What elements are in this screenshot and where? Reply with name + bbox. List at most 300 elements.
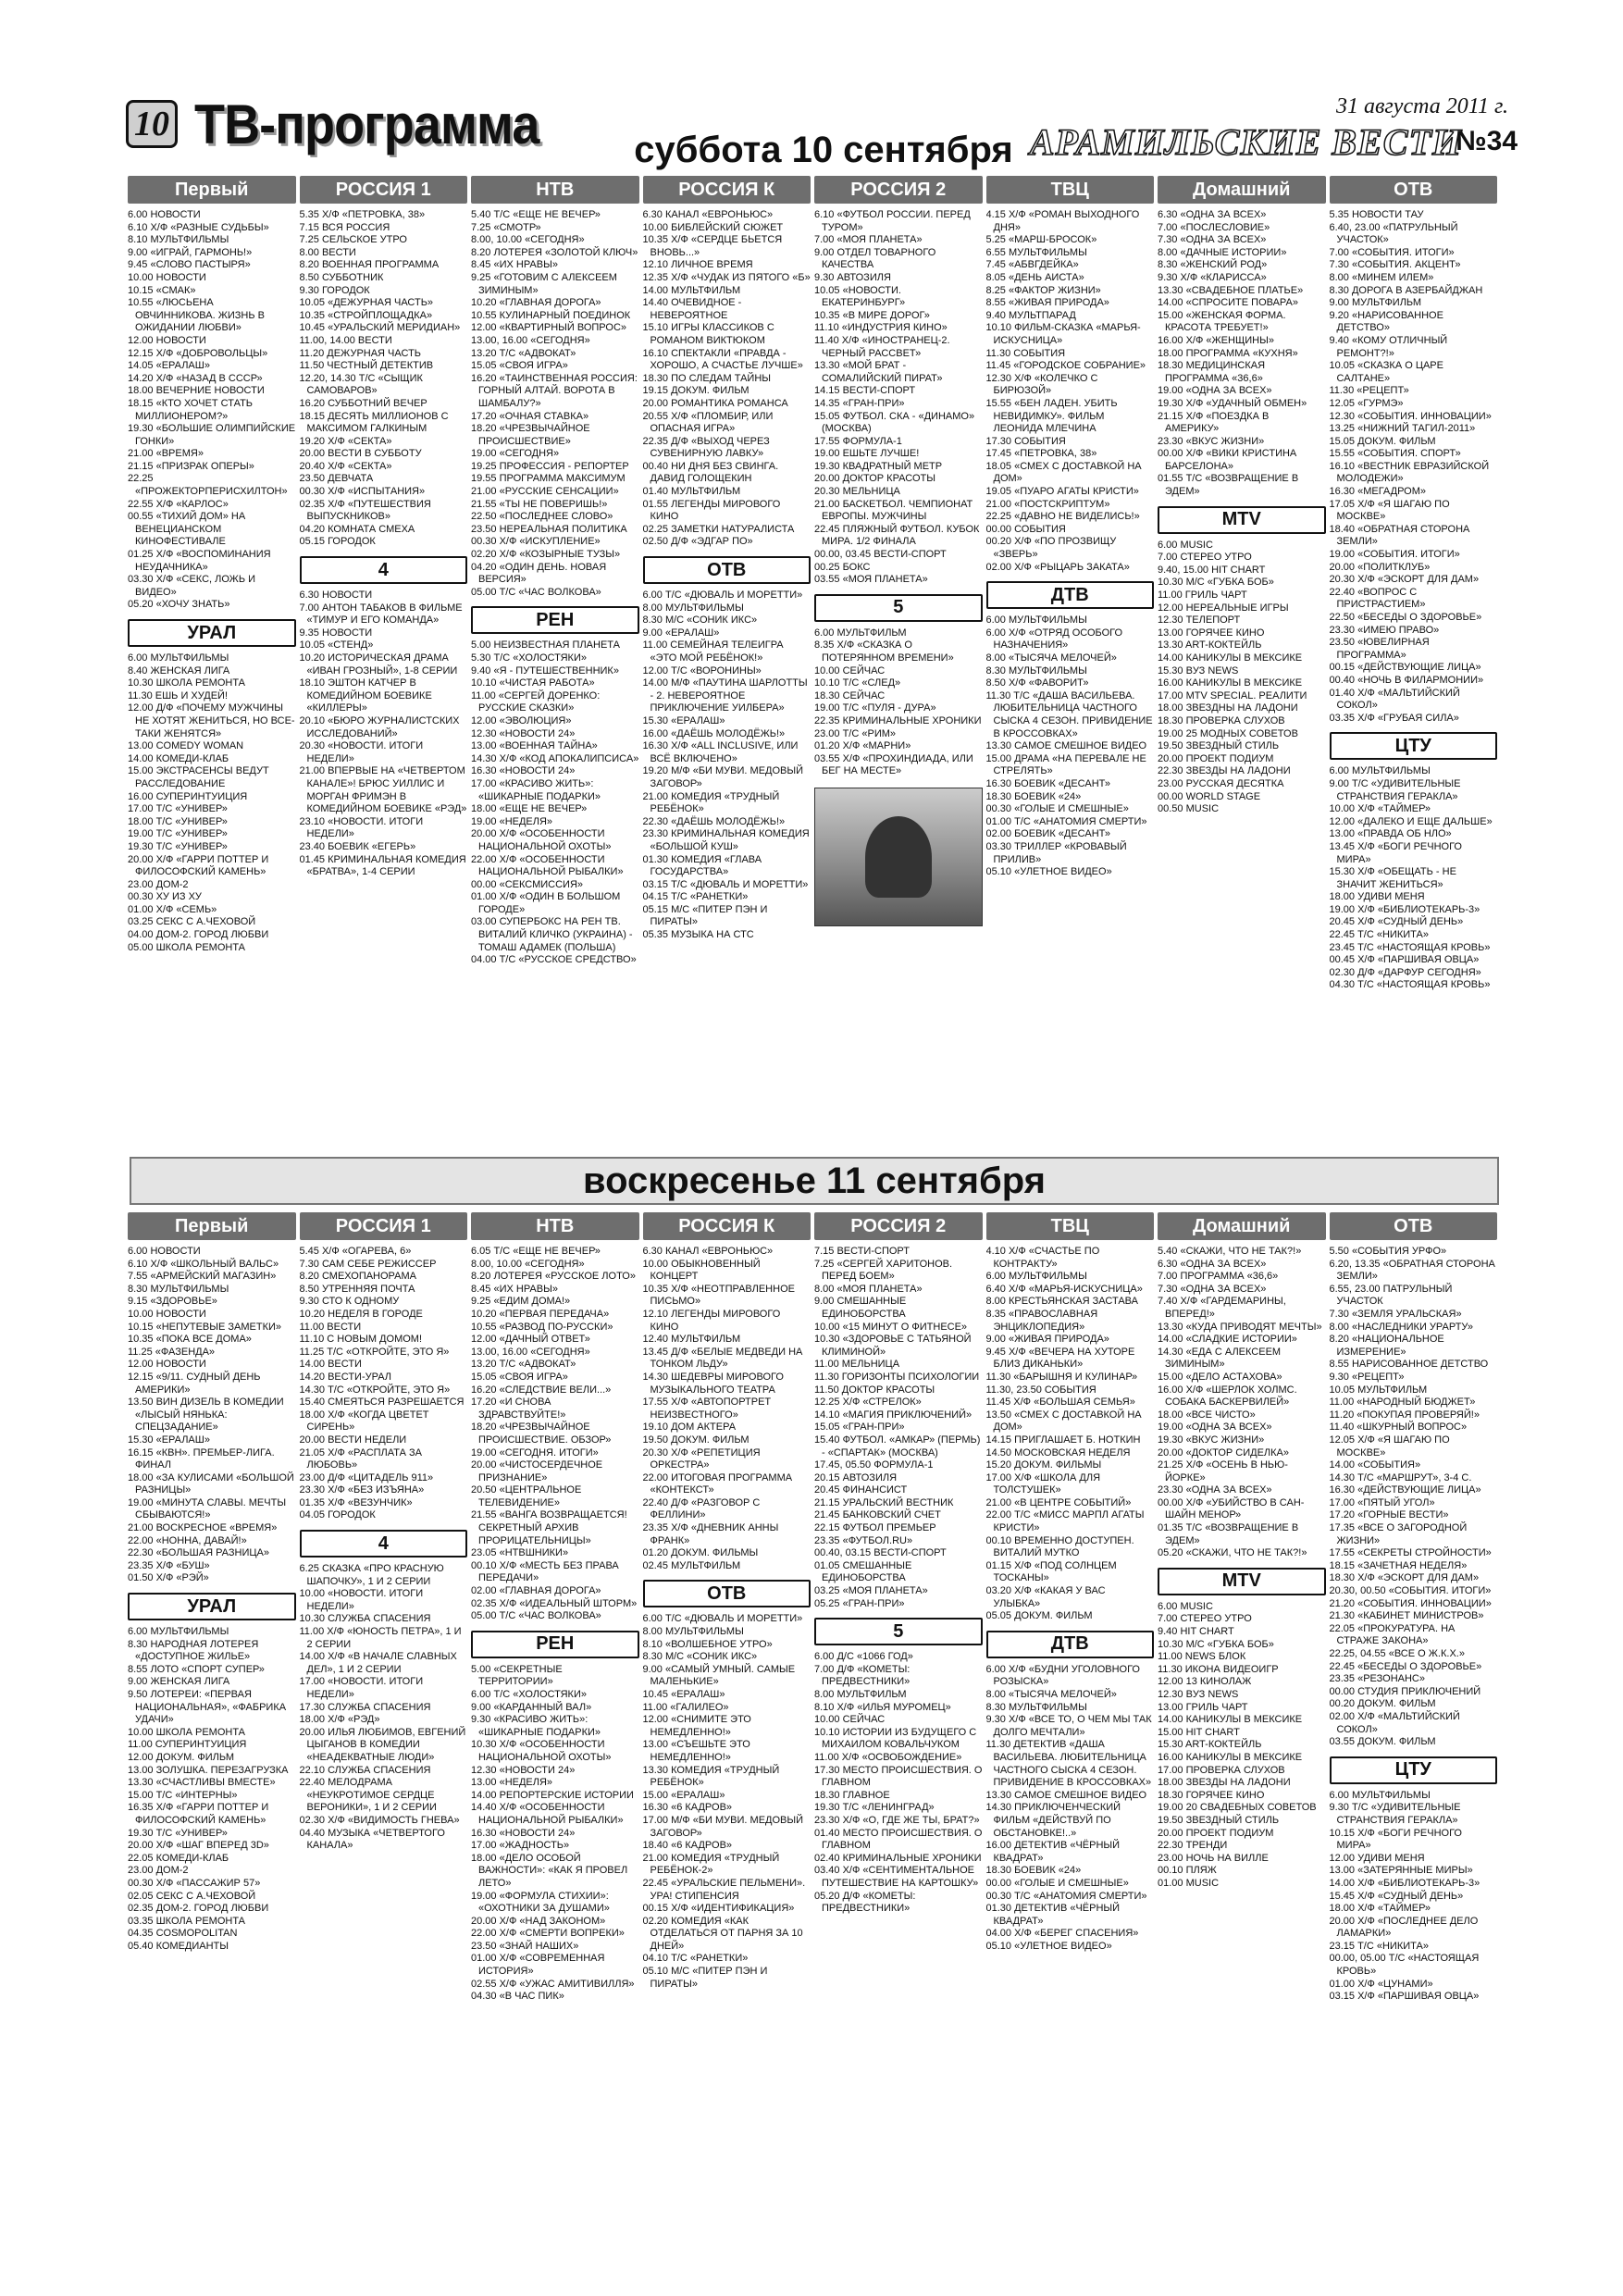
program-item: 11.20 «ПОКУПАЯ ПРОВЕРЯЙ!» <box>1329 1409 1480 1421</box>
program-item: 14.30 ПРИКЛЮЧЕНЧЕСКИЙ ФИЛЬМ «ДЕЙСТВУЙ ПО ОБСТАНОВКЕ!..» <box>985 1802 1121 1839</box>
program-item: 19.00 «НЕДЕЛЯ» <box>471 815 553 827</box>
channel-header: РЕН <box>471 606 639 634</box>
program-item: 03.00 СУПЕРБОКС НА РЕН ТВ. ВИТАЛИЙ КЛИЧКО (УКРАИНА) - ТОМАШ АДАМЕК (ПОЛЬША) <box>471 916 633 953</box>
program-item: 10.30 СЛУЖБА СПАСЕНИЯ <box>299 1613 431 1625</box>
program-item: 15.10 ИГРЫ КЛАССИКОВ С РОМАНОМ ВИКТЮКОМ <box>642 322 774 346</box>
program-item: 11.40 Х/Ф «ИНОСТРАНЕЦ-2. ЧЕРНЫЙ РАССВЕТ» <box>814 334 950 359</box>
program-item: 12.00 «ДАЧНЫЙ ОТВЕТ» <box>471 1334 590 1346</box>
program-item: 20.30 Х/Ф «ЭСКОРТ ДЛЯ ДАМ» <box>1329 574 1480 586</box>
program-item: 9.40 «КОМУ ОТЛИЧНЫЙ РЕМОНТ?!» <box>1329 334 1448 359</box>
program-item: 01.45 КРИМИНАЛЬНАЯ КОМЕДИЯ «БРАТВА», 1-4 СЕРИИ <box>299 853 466 878</box>
program-item: 5.00 НЕИЗВЕСТНАЯ ПЛАНЕТА <box>471 639 620 652</box>
program-item: 01.00 MUSIC <box>1158 1877 1220 1889</box>
program-item: 21.20 «СОБЫТИЯ. ИННОВАЦИИ» <box>1329 1597 1492 1609</box>
program-item: 6.00 Т/С «ХОЛОСТЯКИ» <box>471 1689 587 1700</box>
program-item: 02.00 Х/Ф «РЫЦАРЬ ЗАКАТА» <box>985 561 1130 573</box>
program-item: 20.00 ПРОЕКТ ПОДИУМ <box>1158 752 1274 764</box>
day-title-sunday: воскресенье 11 сентября <box>583 1160 1046 1201</box>
channel-header: MTV <box>1158 1568 1326 1595</box>
program-item: 03.20 Х/Ф «КАКАЯ У ВАС УЛЫБКА» <box>985 1585 1106 1609</box>
program-item: 8.00 «МОЯ ПЛАНЕТА» <box>814 1283 923 1295</box>
program-item: 23.00 Т/С «РИМ» <box>814 727 896 739</box>
program-list <box>1158 1246 1326 1560</box>
program-item: 03.25 «МОЯ ПЛАНЕТА» <box>814 1585 928 1597</box>
program-item: 10.00 БИБЛЕЙСКИЙ СЮЖЕТ <box>642 221 784 233</box>
program-item: 8.35 «ПРАВОСЛАВНАЯ ЭНЦИКЛОПЕДИЯ» <box>985 1308 1098 1333</box>
program-item: 12.05 «ГУРМЭ» <box>1329 397 1404 409</box>
program-item: 10.35 «ПОКА ВСЕ ДОМА» <box>128 1334 252 1346</box>
program-item: 02.35 ДОМ-2. ГОРОД ЛЮБВИ <box>128 1903 269 1915</box>
program-item: 17.55 Х/Ф «АВТОПОРТРЕТ НЕИЗВЕСТНОГО» <box>642 1396 772 1421</box>
channel-column <box>1158 176 1326 1148</box>
program-item: 10.45 «УРАЛЬСКИЙ МЕРИДИАН» <box>299 322 461 334</box>
channel-header: ОТВ <box>1330 176 1498 204</box>
schedule-sunday <box>128 1212 1497 2277</box>
channel-column <box>643 176 812 1148</box>
program-item: 11.00 ГРИЛЬ ЧАРТ <box>1158 590 1247 602</box>
program-item: 14.00 Х/Ф «БИБЛИОТЕКАРЬ-3» <box>1329 1877 1481 1889</box>
program-item: 17.00 Т/С «УНИВЕР» <box>128 803 228 815</box>
program-item: 20.00 «ДОКТОР СИДЕЛКА» <box>1158 1446 1290 1458</box>
program-item: 6.10 «ФУТБОЛ РОССИИ. ПЕРЕД ТУРОМ» <box>814 209 971 233</box>
program-item: 12.30 Х/Ф «КОЛЕЧКО С БИРЮЗОЙ» <box>985 372 1098 397</box>
program-item: 14.40 Х/Ф «ОСОБЕННОСТИ НАЦИОНАЛЬНОЙ РЫБАЛКИ» <box>471 1802 624 1826</box>
program-item: 14.00 МУЛЬТФИЛЬМ <box>642 284 741 296</box>
program-item: 8.00 «ДАЧНЫЕ ИСТОРИИ» <box>1158 246 1287 258</box>
program-item: 01.00 Х/Ф «СОВРЕМЕННАЯ ИСТОРИЯ» <box>471 1953 605 1978</box>
program-item: 20.00 Х/Ф «ГАРРИ ПОТТЕР И ФИЛОСОФСКИЙ КАМЕНЬ» <box>128 853 269 878</box>
program-item: 00.50 MUSIC <box>1158 803 1220 815</box>
program-item: 15.00 Т/С «ИНТЕРНЫ» <box>128 1789 238 1801</box>
channel-header: MTV <box>1158 506 1326 534</box>
program-item: 18.30 ГОРЯЧЕЕ КИНО <box>1158 1789 1265 1801</box>
program-item: 7.15 ВЕСТИ-СПОРТ <box>814 1246 910 1257</box>
program-item: 02.00 БОЕВИК «ДЕСАНТ» <box>985 828 1111 840</box>
program-item: 15.00 «ЕРАЛАШ» <box>642 1789 725 1801</box>
program-item: 14.30 «ЕДА С АЛЕКСЕЕМ ЗИМИНЫМ» <box>1158 1346 1282 1371</box>
program-list <box>1158 1601 1326 1891</box>
program-item: 03.30 ТРИЛЛЕР «КРОВАВЫЙ ПРИЛИВ» <box>985 840 1127 865</box>
program-item: 6.00 Т/С «ДЮВАЛЬ И МОРЕТТИ» <box>642 1613 803 1625</box>
program-item: 12.35 Х/Ф «ЧУДАК ИЗ ПЯТОГО «Б» <box>642 271 811 283</box>
program-list <box>1330 765 1498 992</box>
program-item: 17.30 СЛУЖБА СПАСЕНИЯ <box>299 1701 431 1713</box>
program-item: 16.10 «ВЕСТНИК ЕВРАЗИЙСКОЙ МОЛОДЕЖИ» <box>1329 460 1490 485</box>
program-item: 15.40 СМЕЯТЬСЯ РАЗРЕШАЕТСЯ <box>299 1396 465 1409</box>
program-item: 6.00 MUSIC <box>1158 1600 1213 1612</box>
program-item: 13.00, 16.00 «СЕГОДНЯ» <box>471 1346 590 1358</box>
program-item: 17.00 М/Ф «БИ МУВИ. МЕДОВЫЙ ЗАГОВОР» <box>642 1814 804 1839</box>
program-item: 6.10 Х/Ф «ШКОЛЬНЫЙ ВАЛЬС» <box>128 1258 279 1270</box>
program-item: 10.00 СЕЙЧАС <box>814 664 886 676</box>
channel-header: УРАЛ <box>128 619 296 647</box>
program-item: 12.25 Х/Ф «СТРЕЛОК» <box>814 1396 922 1409</box>
program-item: 11.10 «ИНДУСТРИЯ КИНО» <box>814 322 948 334</box>
program-item: 17.00 MTV SPECIAL. РЕАЛИТИ <box>1158 689 1307 701</box>
program-item: 13.30 КОМЕДИЯ «ТРУДНЫЙ РЕБЁНОК» <box>642 1764 780 1789</box>
program-item: 9.30 «КРАСИВО ЖИТЬ»: «ШИКАРНЫЕ ПОДАРКИ» <box>471 1714 601 1738</box>
program-list <box>643 209 812 549</box>
program-item: 9.00 «КАРДАННЫЙ ВАЛ» <box>471 1701 592 1713</box>
program-item: 23.35 Х/Ф «ДНЕВНИК АННЫ ФРАНК» <box>642 1522 779 1546</box>
program-item: 12.00 НОВОСТИ <box>128 1359 206 1371</box>
program-item: 16.00 Х/Ф «ЖЕНЩИНЫ» <box>1158 334 1274 346</box>
program-item: 18.30 БОЕВИК «24» <box>985 790 1082 802</box>
program-item: 10.20 «ПЕРВАЯ ПЕРЕДАЧА» <box>471 1308 610 1320</box>
program-item: 12.00 Д/Ф «ПОЧЕМУ МУЖЧИНЫ НЕ ХОТЯТ ЖЕНИТЬСЯ, НО ВСЕ-ТАКИ ЖЕНЯТСЯ» <box>128 702 295 739</box>
program-item: 9.00 «ЕРАЛАШ» <box>642 627 720 639</box>
program-item: 23.35 «ФУТБОЛ.RU» <box>814 1534 913 1546</box>
program-item: 5.30 Т/С «ХОЛОСТЯКИ» <box>471 652 587 664</box>
program-item: 14.00 Х/Ф «В НАЧАЛЕ СЛАВНЫХ ДЕЛ», 1 И 2 СЕРИИ <box>299 1651 457 1675</box>
program-item: 8.45 «ИХ НРАВЫ» <box>471 1283 558 1295</box>
program-item: 23.30 Х/Ф «О, ГДЕ ЖЕ ТЫ, БРАТ?» <box>814 1814 980 1826</box>
program-list <box>814 209 983 587</box>
program-item: 22.00 ИТОГОВАЯ ПРОГРАММА «КОНТЕКСТ» <box>642 1471 793 1496</box>
movie-still-photo <box>814 788 983 926</box>
program-list <box>986 1246 1155 1623</box>
program-item: 01.40 МУЛЬТФИЛЬМ <box>642 486 741 498</box>
program-item: 9.25 «ГОТОВИМ С АЛЕКСЕЕМ ЗИМИНЫМ» <box>471 271 617 296</box>
program-item: 22.25, 04.55 «ВСЕ О Ж.К.Х.» <box>1329 1648 1465 1659</box>
program-item: 13.00 «НЕДЕЛЯ» <box>471 1777 553 1789</box>
program-item: 22.05 КОМЕДИ-КЛАБ <box>128 1852 229 1864</box>
program-item: 9.00 ЖЕНСКАЯ ЛИГА <box>128 1676 230 1688</box>
program-list <box>300 1246 468 1522</box>
program-item: 10.20 «ГЛАВНАЯ ДОРОГА» <box>471 297 601 309</box>
program-item: 9.20 «НАРИСОВАННОЕ ДЕТСТВО» <box>1329 309 1443 334</box>
program-item: 10.00 ОБЫКНОВЕННЫЙ КОНЦЕРТ <box>642 1258 761 1283</box>
program-list <box>300 590 468 879</box>
program-item: 23.00 ДОМ-2 <box>128 1865 189 1877</box>
program-item: 16.30 «6 КАДРОВ» <box>642 1802 733 1814</box>
program-item: 17.20 «И СНОВА ЗДРАВСТВУЙТЕ!» <box>471 1396 566 1421</box>
channel-header: РОССИЯ 2 <box>814 1212 983 1240</box>
program-item: 19.00 «ФОРМУЛА СТИХИИ»: «ОХОТНИКИ ЗА ДУШАМИ» <box>471 1890 610 1915</box>
program-item: 22.00 Т/С «МИСС МАРПЛ АГАТЫ КРИСТИ» <box>985 1509 1145 1534</box>
program-item: 00.00, 03.45 ВЕСТИ-СПОРТ <box>814 549 947 561</box>
program-item: 18.30 ПО СЛЕДАМ ТАЙНЫ <box>642 372 772 384</box>
program-item: 16.00 «ДАЁШЬ МОЛОДЁЖЬ!» <box>642 727 786 739</box>
program-item: 23.50 «ЗНАЙ НАШИХ» <box>471 1940 579 1952</box>
program-item: 05.20 «ХОЧУ ЗНАТЬ» <box>128 599 230 611</box>
program-item: 20.40 Х/Ф «СЕКТА» <box>299 460 392 472</box>
program-item: 6.55 МУЛЬТФИЛЬМЫ <box>985 246 1087 258</box>
program-item: 7.30 «ОДНА ЗА ВСЕХ» <box>1158 234 1267 246</box>
program-item: 17.00 Х/Ф «ШКОЛА ДЛЯ ТОЛСТУШЕК» <box>985 1471 1101 1496</box>
channel-header: Первый <box>128 176 296 204</box>
program-item: 03.55 Х/Ф «ПРОХИНДИАДА, ИЛИ БЕГ НА МЕСТЕ» <box>814 752 973 777</box>
program-item: 22.40 «ВОПРОС С ПРИСТРАСТИЕМ» <box>1329 586 1426 611</box>
program-item: 8.00, 10.00 «СЕГОДНЯ» <box>471 234 585 246</box>
program-item: 16.00 КАНИКУЛЫ В МЕКСИКЕ <box>1158 677 1303 689</box>
program-item: 11.10 С НОВЫМ ДОМОМ! <box>299 1334 423 1346</box>
program-item: 18.00 УДИВИ МЕНЯ <box>1329 891 1425 903</box>
program-item: 8.00 МУЛЬТФИЛЬМЫ <box>642 602 744 614</box>
channel-header: РЕН <box>471 1631 639 1658</box>
program-item: 02.20 КОМЕДИЯ «КАК ОТДЕЛАТЬСЯ ОТ ПАРНЯ ЗА 10 ДНЕЙ» <box>642 1915 803 1952</box>
program-item: 7.00 АНТОН ТАБАКОВ В ФИЛЬМЕ «ТИМУР И ЕГО КОМАНДА» <box>299 602 463 627</box>
program-item: 21.15 «ПРИЗРАК ОПЕРЫ» <box>128 460 254 472</box>
program-item: 19.00 20 СВАДЕБНЫХ СОВЕТОВ <box>1158 1802 1317 1814</box>
program-item: 7.00 СТЕРЕО УТРО <box>1158 552 1252 564</box>
channel-header: 5 <box>814 594 983 622</box>
program-item: 18.30 ГЛАВНОЕ <box>814 1789 890 1801</box>
program-item: 04.20 «ОДИН ДЕНЬ. НОВАЯ ВЕРСИЯ» <box>471 561 607 586</box>
channel-header: УРАЛ <box>128 1593 296 1620</box>
program-item: 6.30 НОВОСТИ <box>299 590 373 602</box>
program-item: 04.20 КОМНАТА СМЕХА <box>299 523 415 535</box>
program-item: 23.00 ДОМ-2 <box>128 878 189 890</box>
program-item: 00.00 WORLD STAGE <box>1158 790 1261 802</box>
program-item: 11.00 «СЕРГЕЙ ДОРЕНКО: РУССКИЕ СКАЗКИ» <box>471 689 601 714</box>
program-item: 6.40, 23.00 «ПАТРУЛЬНЫЙ УЧАСТОК» <box>1329 221 1458 246</box>
program-item: 23.30 Х/Ф «БЕЗ ИЗЪЯНА» <box>299 1484 425 1496</box>
program-item: 13.20 Т/С «АДВОКАТ» <box>471 1359 576 1371</box>
program-item: 17.45 «ПЕТРОВКА, 38» <box>985 448 1097 460</box>
program-list <box>814 627 983 778</box>
program-item: 10.30 Х/Ф «ОСОБЕННОСТИ НАЦИОНАЛЬНОЙ ОХОТЫ» <box>471 1739 612 1763</box>
program-item: 13.00 ГРИЛЬ ЧАРТ <box>1158 1701 1248 1713</box>
program-item: 00.00 СОБЫТИЯ <box>985 523 1066 535</box>
program-item: 16.15 «КВН». ПРЕМЬЕР-ЛИГА. ФИНАЛ <box>128 1446 275 1471</box>
program-item: 23.05 «НТВШНИКИ» <box>471 1547 569 1559</box>
program-item: 14.20 Х/Ф «НАЗАД В СССР» <box>128 372 263 384</box>
program-item: 21.00 ВОСКРЕСНОЕ «ВРЕМЯ» <box>128 1522 278 1534</box>
program-item: 18.30 Х/Ф «ЭСКОРТ ДЛЯ ДАМ» <box>1329 1572 1480 1584</box>
program-item: 01.15 Х/Ф «ПОД СОЛНЦЕМ ТОСКАНЫ» <box>985 1559 1117 1584</box>
program-item: 8.30 МУЛЬТФИЛЬМЫ <box>985 664 1087 676</box>
program-item: 19.30 КВАДРАТНЫЙ МЕТР <box>814 460 943 472</box>
program-item: 9.00 «САМЫЙ УМНЫЙ. САМЫЕ МАЛЕНЬКИЕ» <box>642 1663 796 1688</box>
program-item: 15.30 ART-КОКТЕЙЛЬ <box>1158 1739 1262 1751</box>
program-item: 17.30 МЕСТО ПРОИСШЕСТВИЯ. О ГЛАВНОМ <box>814 1764 983 1789</box>
program-item: 04.05 ГОРОДОК <box>299 1509 376 1521</box>
program-item: 18.00 ЗВЕЗДНЫ НА ЛАДОНИ <box>1158 702 1298 714</box>
program-item: 6.00 МУЛЬТФИЛЬМЫ <box>985 614 1087 627</box>
program-item: 10.15 «СМАК» <box>128 284 196 296</box>
program-item: 19.30 «БОЛЬШИЕ ОЛИМПИЙСКИЕ ГОНКИ» <box>128 423 296 447</box>
program-item: 15.45 Х/Ф «СУДНЫЙ ДЕНЬ» <box>1329 1890 1464 1902</box>
program-item: 7.25 СЕЛЬСКОЕ УТРО <box>299 234 407 246</box>
program-item: 13.45 Д/Ф «БЕЛЫЕ МЕДВЕДИ НА ТОНКОМ ЛЬДУ» <box>642 1346 803 1371</box>
program-item: 6.10 Х/Ф «РАЗНЫЕ СУДЬБЫ» <box>128 221 269 233</box>
program-item: 20.45 Х/Ф «СУДНЫЙ ДЕНЬ» <box>1329 916 1464 928</box>
program-item: 23.50 ДЕВЧАТА <box>299 473 374 485</box>
program-item: 23.35 «РЕЗОНАНС» <box>1329 1673 1425 1685</box>
program-item: 22.00 Х/Ф «ОСОБЕННОСТИ НАЦИОНАЛЬНОЙ РЫБАЛКИ» <box>471 853 624 878</box>
program-item: 9.30 Х/Ф «ВСЕ ТО, О ЧЕМ МЫ ТАК ДОЛГО МЕЧТАЛИ» <box>985 1714 1152 1738</box>
program-item: 18.00 Т/С «УНИВЕР» <box>128 815 228 827</box>
program-list <box>1330 1246 1498 1749</box>
issue-number: №34 <box>1456 126 1518 156</box>
program-item: 04.15 Т/С «РАНЕТКИ» <box>642 891 749 903</box>
channel-header: 4 <box>300 1530 468 1558</box>
program-item: 8.30 «ЖЕНСКИЙ РОД» <box>1158 259 1268 271</box>
program-item: 10.10 ИСТОРИИ ИЗ БУДУЩЕГО С МИХАИЛОМ КОВАЛЬЧУКОМ <box>814 1726 977 1751</box>
program-item: 6.05 Т/С «ЕЩЕ НЕ ВЕЧЕР» <box>471 1246 601 1257</box>
program-item: 9.35 НОВОСТИ <box>299 627 373 639</box>
program-item: 14.00 «СПРОСИТЕ ПОВАРА» <box>1158 297 1298 309</box>
program-item: 21.00 КОМЕДИЯ «ТРУДНЫЙ РЕБЁНОК» <box>642 790 780 815</box>
program-item: 15.05 «СВОЯ ИГРА» <box>471 360 568 372</box>
program-item: 18.05 «СМЕХ С ДОСТАВКОЙ НА ДОМ» <box>985 460 1142 485</box>
program-item: 20.00 Х/Ф «ОСОБЕННОСТИ НАЦИОНАЛЬНОЙ ОХОТЫ» <box>471 828 612 852</box>
program-item: 15.05 «СВОЯ ИГРА» <box>471 1371 568 1383</box>
program-item: 4.15 Х/Ф «РОМАН ВЫХОДНОГО ДНЯ» <box>985 209 1140 233</box>
program-item: 12.30 «НОВОСТИ 24» <box>471 1764 576 1776</box>
program-item: 12.00 «СНИМИТЕ ЭТО НЕМЕДЛЕННО!» <box>642 1714 751 1738</box>
program-list <box>1330 1790 1498 2004</box>
program-item: 9.30 СТО К ОДНОМУ <box>299 1296 400 1308</box>
program-item: 10.45 «ЕРАЛАШ» <box>642 1689 725 1700</box>
program-item: 02.00 Х/Ф «МАЛЬТИЙСКИЙ СОКОЛ» <box>1329 1710 1460 1735</box>
program-item: 12.30 «НОВОСТИ 24» <box>471 727 576 739</box>
program-item: 15.05 ДОКУМ. ФИЛЬМ <box>1329 435 1436 447</box>
program-item: 14.15 ПРИГЛАШАЕТ Б. НОТКИН <box>985 1433 1141 1446</box>
program-item: 8.20 ЛОТЕРЕЯ «РУССКОЕ ЛОТО» <box>471 1271 636 1283</box>
program-item: 10.35 «В МИРЕ ДОРОГ» <box>814 309 930 321</box>
program-item: 8.05 «ДЕНЬ АИСТА» <box>985 271 1084 283</box>
program-item: 00.15 Х/Ф «ИДЕНТИФИКАЦИЯ» <box>642 1903 795 1915</box>
program-item: 04.30 «В ЧАС ПИК» <box>471 1991 564 2003</box>
program-item: 22.40 Д/Ф «РАЗГОВОР С ФЕЛЛИНИ» <box>642 1496 761 1521</box>
program-item: 19.15 ДОКУМ. ФИЛЬМ <box>642 385 750 397</box>
channel-header: ОТВ <box>643 1580 812 1607</box>
program-item: 14.00 КАНИКУЛЫ В МЕКСИКЕ <box>1158 652 1303 664</box>
program-item: 00.10 ВРЕМЕННО ДОСТУПЕН. ВИТАЛИЙ МУТКО <box>985 1534 1134 1559</box>
program-item: 22.50 «ПОСЛЕДНЕЕ СЛОВО» <box>471 511 613 523</box>
program-item: 16.20 «СЛЕДСТВИЕ ВЕЛИ...» <box>471 1384 612 1396</box>
program-item: 10.15 Х/Ф «БОГИ РЕЧНОГО МИРА» <box>1329 1827 1462 1852</box>
program-item: 10.00 «15 МИНУТ О ФИТНЕСЕ» <box>814 1321 968 1333</box>
program-item: 8.00 КРЕСТЬЯНСКАЯ ЗАСТАВА <box>985 1296 1138 1308</box>
program-item: 11.30 ДЕТЕКТИВ «ДАША ВАСИЛЬЕВА. ЛЮБИТЕЛЬНИЦА ЧАСТНОГО СЫСКА 4 СЕЗОН. ПРИВИДЕНИЕ В КРОССОВКАХ» <box>985 1739 1152 1789</box>
program-item: 12.30 ТЕЛЕПОРТ <box>1158 614 1241 627</box>
program-item: 14.30 Х/Ф «КОД АПОКАЛИПСИСА» <box>471 752 639 764</box>
program-item: 15.00 «ДЕЛО АСТАХОВА» <box>1158 1371 1282 1383</box>
program-item: 19.00 «СОБЫТИЯ. ИТОГИ» <box>1329 549 1460 561</box>
program-item: 22.35 Д/Ф «ВЫХОД ЧЕРЕЗ СУВЕНИРНУЮ ЛАВКУ» <box>642 435 770 460</box>
program-item: 7.00 ПРОГРАММА «36,6» <box>1158 1271 1279 1283</box>
program-item: 17.55 ФОРМУЛА-1 <box>814 435 902 447</box>
program-item: 16.30 «ДЕЙСТВУЮЩИЕ ЛИЦА» <box>1329 1484 1481 1496</box>
program-item: 18.30 СЕЙЧАС <box>814 689 886 701</box>
channel-header: РОССИЯ К <box>643 176 812 204</box>
day-title-saturday: суббота 10 сентября <box>634 130 1013 170</box>
program-item: 21.15 Х/Ф «ПОЕЗДКА В АМЕРИКУ» <box>1158 410 1270 435</box>
program-item: 18.10 ЭШТОН КАТЧЕР В КОМЕДИЙНОМ БОЕВИКЕ «КИЛЛЕРЫ» <box>299 677 432 714</box>
program-item: 21.00 ВПЕРВЫЕ НА «ЧЕТВЕРТОМ КАНАЛЕ»! БРЮС УИЛЛИС И МОРГАН ФРИМЭН В КОМЕДИЙНОМ БОЕВИКЕ «РЭД» <box>299 765 467 815</box>
program-item: 8.20 ВОЕННАЯ ПРОГРАММА <box>299 259 440 271</box>
program-item: 01.35 Т/С «ВОЗВРАЩЕНИЕ В ЭДЕМ» <box>1158 1522 1299 1546</box>
program-item: 6.40 Х/Ф «МАРЬЯ-ИСКУСНИЦА» <box>985 1283 1143 1295</box>
program-item: 05.35 МУЗЫКА НА СТС <box>642 929 754 941</box>
program-item: 9.40, 15.00 HIT CHART <box>1158 564 1266 576</box>
program-item: 04.40 МУЗЫКА «ЧЕТВЕРТОГО КАНАЛА» <box>299 1827 445 1852</box>
program-item: 20.00 Х/Ф «ПОСЛЕДНЕЕ ДЕЛО ЛАМАРКИ» <box>1329 1915 1479 1940</box>
program-item: 22.30 ЗВЕЗДЫ НА ЛАДОНИ <box>1158 765 1291 777</box>
program-item: 03.15 Х/Ф «ПАРШИВАЯ ОВЦА» <box>1329 1991 1480 2003</box>
program-item: 14.30 Т/С «ОТКРОЙТЕ, ЭТО Я» <box>299 1384 451 1396</box>
program-item: 21.00 «В ЦЕНТРЕ СОБЫТИЙ» <box>985 1496 1132 1508</box>
program-item: 14.00 КОМЕДИ-КЛАБ <box>128 752 229 764</box>
program-item: 00.55 «ТИХИЙ ДОМ» НА ВЕНЕЦИАНСКОМ КИНОФЕСТИВАЛЕ <box>128 511 246 548</box>
program-item: 03.25 СЕКС С А.ЧЕХОВОЙ <box>128 916 256 928</box>
channel-header: РОССИЯ 2 <box>814 176 983 204</box>
program-item: 10.05 МУЛЬТФИЛЬМ <box>1329 1384 1428 1396</box>
program-item: 15.20 ДОКУМ. ФИЛЬМЫ <box>985 1459 1102 1471</box>
program-item: 12.00 Т/С «ВОРОНИНЫ» <box>642 664 762 676</box>
program-item: 14.35 «ГРАН-ПРИ» <box>814 397 905 409</box>
program-item: 10.00 НОВОСТИ <box>128 1308 206 1320</box>
program-item: 7.00 Д/Ф «КОМЕТЫ: ПРЕДВЕСТНИКИ» <box>814 1663 911 1688</box>
program-item: 16.00 СУПЕРИНТУИЦИЯ <box>128 790 248 802</box>
program-item: 9.40 «Я - ПУТЕШЕСТВЕННИК» <box>471 664 619 676</box>
program-item: 00.45 Х/Ф «ПАРШИВАЯ ОВЦА» <box>1329 954 1480 966</box>
program-item: 02.50 Д/Ф «ЭДГАР ПО» <box>642 536 753 548</box>
program-item: 8.00 «ТЫСЯЧА МЕЛОЧЕЙ» <box>985 652 1117 664</box>
program-item: 23.10 «НОВОСТИ. ИТОГИ НЕДЕЛИ» <box>299 815 424 840</box>
program-item: 10.20 НЕДЕЛЯ В ГОРОДЕ <box>299 1308 423 1320</box>
program-item: 7.30 «ОДНА ЗА ВСЕХ» <box>1158 1283 1267 1295</box>
program-item: 9.30 АВТОЗИЛЯ <box>814 271 891 283</box>
program-item: 19.50 ЗВЕЗДНЫЙ СТИЛЬ <box>1158 740 1280 752</box>
program-item: 10.30 М/С «ГУБКА БОБ» <box>1158 1638 1274 1650</box>
program-item: 19.30 Т/С «ЛЕНИНГРАД» <box>814 1802 935 1814</box>
program-item: 13.00 «СЪЕШЬТЕ ЭТО НЕМЕДЛЕННО!» <box>642 1739 750 1763</box>
program-item: 01.00 Т/С «АНАТОМИЯ СМЕРТИ» <box>985 815 1147 827</box>
program-item: 11.45 «ГОРОДСКОЕ СОБРАНИЕ» <box>985 360 1146 372</box>
program-item: 02.35 Х/Ф «ПУТЕШЕСТВИЯ ВЫПУСКНИКОВ» <box>299 498 431 523</box>
program-item: 7.40 Х/Ф «ГАРДЕМАРИНЫ, ВПЕРЕД!» <box>1158 1296 1286 1320</box>
program-item: 03.35 Х/Ф «ГРУБАЯ СИЛА» <box>1329 712 1459 724</box>
program-item: 03.35 ШКОЛА РЕМОНТА <box>128 1915 246 1927</box>
program-item: 11.00, 14.00 ВЕСТИ <box>299 334 392 346</box>
program-item: 9.25 «ЕДИМ ДОМА!» <box>471 1296 571 1308</box>
program-item: 9.30 Т/С «УДИВИТЕЛЬНЫЕ СТРАНСТВИЯ ГЕРАКЛА» <box>1329 1802 1461 1826</box>
program-item: 10.05 «НОВОСТИ. ЕКАТЕРИНБУРГ» <box>814 284 906 309</box>
program-item: 20.45 ФИНАНСИСТ <box>814 1484 908 1496</box>
program-item: 6.00 MUSIC <box>1158 539 1213 551</box>
program-list <box>814 1246 983 1610</box>
program-item: 6.30 КАНАЛ «ЕВРОНЬЮС» <box>642 1246 774 1257</box>
program-item: 19.50 ДОКУМ. ФИЛЬМ <box>642 1433 750 1446</box>
program-item: 7.00 «ПОСЛЕСЛОВИЕ» <box>1158 221 1270 233</box>
program-item: 18.00 ВЕЧЕРНИЕ НОВОСТИ <box>128 385 265 397</box>
program-item: 13.30 ART-КОКТЕЙЛЬ <box>1158 639 1262 652</box>
program-item: 12.00 НОВОСТИ <box>128 334 206 346</box>
program-item: 7.00 «СОБЫТИЯ. ИТОГИ» <box>1329 246 1455 258</box>
program-item: 19.00 «СЕГОДНЯ» <box>471 448 560 460</box>
page-number: 10 <box>126 100 178 148</box>
program-item: 8.10 «ВОЛШЕБНОЕ УТРО» <box>642 1638 773 1650</box>
program-item: 8.00, 10.00 «СЕГОДНЯ» <box>471 1258 585 1270</box>
program-item: 18.00 Х/Ф «РЭД» <box>299 1714 380 1726</box>
program-item: 05.00 ШКОЛА РЕМОНТА <box>128 941 246 953</box>
channel-header: ТВЦ <box>986 1212 1155 1240</box>
program-list <box>300 1563 468 1853</box>
program-item: 01.50 Х/Ф «РЭЙ» <box>128 1572 209 1584</box>
program-item: 00.40, 03.15 ВЕСТИ-СПОРТ <box>814 1547 947 1559</box>
program-item: 18.30 БОЕВИК «24» <box>985 1865 1082 1877</box>
program-item: 22.25 «ПРОЖЕКТОРПЕРИСХИЛТОН» <box>128 473 288 498</box>
program-item: 6.00 НОВОСТИ <box>128 1246 201 1257</box>
program-item: 01.20 Х/Ф «МАРНИ» <box>814 740 911 752</box>
program-item: 16.30 «МЕГАДРОМ» <box>1329 486 1427 498</box>
program-item: 8.20 СМЕХОПАНОРАМА <box>299 1271 416 1283</box>
program-item: 13.00 «ВОЕННАЯ ТАЙНА» <box>471 740 598 752</box>
